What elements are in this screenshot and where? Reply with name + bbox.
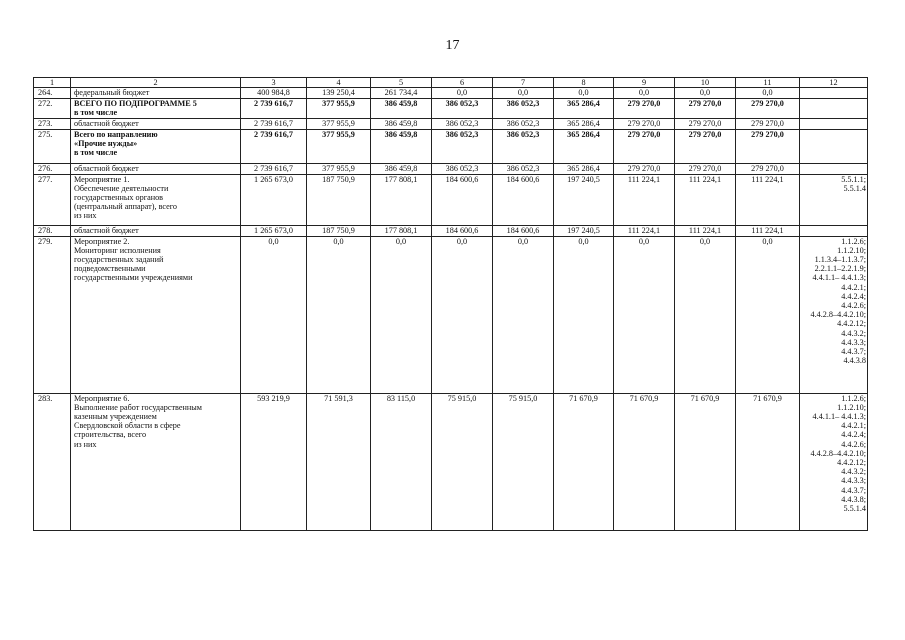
value-cell: 187 750,9: [307, 174, 371, 225]
value-cell: 0,0: [554, 88, 614, 99]
value-cell: 75 915,0: [432, 393, 493, 530]
value-cell: 386 052,3: [432, 163, 493, 174]
row-name-line: из них: [74, 439, 97, 449]
value-cell: 1 265 673,0: [241, 225, 307, 236]
row-name-line: Мероприятие 2.: [74, 236, 130, 246]
value-cell: 71 670,9: [675, 393, 736, 530]
value-cell: 187 750,9: [307, 225, 371, 236]
table-row: [34, 174, 868, 225]
row-name-line: областной бюджет: [74, 118, 139, 128]
row-name-cell: [71, 99, 241, 118]
target-codes-cell: [800, 88, 868, 99]
value-cell: 386 052,3: [493, 118, 554, 129]
target-code: 4.4.3.2;: [841, 328, 866, 338]
value-cell: 184 600,6: [493, 174, 554, 225]
header-cell: 11: [736, 78, 800, 88]
table-body: [34, 78, 868, 531]
value-cell: 386 459,8: [371, 118, 432, 129]
value-cell: 197 240,5: [554, 225, 614, 236]
value-cell: 279 270,0: [736, 99, 800, 118]
target-codes-cell: [800, 393, 868, 530]
value-cell: 0,0: [614, 236, 675, 393]
row-name-cell: [71, 393, 241, 530]
target-code: 4.4.3.3;: [841, 476, 866, 486]
header-cell: 9: [614, 78, 675, 88]
value-cell: 279 270,0: [614, 163, 675, 174]
row-name-line: Мероприятие 6.: [74, 393, 130, 403]
target-code: 1.1.2.10;: [837, 402, 866, 412]
value-cell: 386 052,3: [493, 99, 554, 118]
value-cell: 377 955,9: [307, 99, 371, 118]
value-cell: 377 955,9: [307, 118, 371, 129]
row-name-cell: [71, 236, 241, 393]
target-code: 4.4.3.2;: [841, 467, 866, 477]
value-cell: 386 052,3: [493, 129, 554, 163]
value-cell: 386 052,3: [432, 99, 493, 118]
row-index-cell: 276.: [34, 163, 71, 174]
target-code: 4.4.2.4;: [841, 291, 866, 301]
value-cell: 386 052,3: [493, 163, 554, 174]
value-cell: 184 600,6: [432, 174, 493, 225]
header-cell: 10: [675, 78, 736, 88]
target-code: 4.4.2.6;: [841, 439, 866, 449]
target-code: 5.5.1.4: [843, 504, 866, 514]
target-codes-cell: [800, 99, 868, 118]
target-code: 4.4.2.12;: [837, 319, 866, 329]
header-cell: 6: [432, 78, 493, 88]
row-name-line: Свердловской области в сфере: [74, 421, 181, 431]
target-code: 4.4.2.8–4.4.2.10;: [810, 310, 866, 320]
value-cell: 2 739 616,7: [241, 129, 307, 163]
target-code: 4.4.2.6;: [841, 301, 866, 311]
page-number: 17: [445, 38, 460, 53]
header-cell: 4: [307, 78, 371, 88]
header-cell: 8: [554, 78, 614, 88]
value-cell: 279 270,0: [675, 99, 736, 118]
row-name-cell: [71, 163, 241, 174]
row-name-line: в том числе: [74, 148, 118, 158]
table-row: [34, 393, 868, 530]
value-cell: 386 459,8: [371, 99, 432, 118]
value-cell: 1 265 673,0: [241, 174, 307, 225]
row-name-line: областной бюджет: [74, 225, 139, 235]
value-cell: 0,0: [493, 88, 554, 99]
target-code: 4.4.2.4;: [841, 430, 866, 440]
table-row: [34, 225, 868, 236]
target-code: 4.4.2.1;: [841, 282, 866, 292]
target-codes-cell: [800, 225, 868, 236]
value-cell: 279 270,0: [675, 129, 736, 163]
target-codes-cell: [800, 129, 868, 163]
row-index-cell: 273.: [34, 118, 71, 129]
target-code: 1.1.2.6;: [841, 236, 866, 246]
value-cell: 111 224,1: [736, 225, 800, 236]
value-cell: 0,0: [736, 88, 800, 99]
target-code: 4.4.2.1;: [841, 421, 866, 431]
row-name-line: строительства, всего: [74, 430, 147, 440]
table-row: [34, 163, 868, 174]
value-cell: 2 739 616,7: [241, 163, 307, 174]
target-codes-cell: [800, 163, 868, 174]
row-name-line: государственных заданий: [74, 255, 164, 265]
row-name-cell: [71, 129, 241, 163]
value-cell: 365 286,4: [554, 129, 614, 163]
row-name-line: Всего по направлению: [74, 129, 158, 139]
value-cell: 0,0: [307, 236, 371, 393]
value-cell: 75 915,0: [493, 393, 554, 530]
row-index-cell: 283.: [34, 393, 71, 530]
table-header-row: [34, 78, 868, 88]
value-cell: 279 270,0: [736, 163, 800, 174]
value-cell: 111 224,1: [675, 174, 736, 225]
value-cell: 377 955,9: [307, 163, 371, 174]
target-code: 2.2.1.1–2.2.1.9;: [814, 264, 866, 274]
value-cell: 177 808,1: [371, 174, 432, 225]
row-index-cell: 278.: [34, 225, 71, 236]
row-name-line: (центральный аппарат), всего: [74, 202, 178, 212]
row-name-line: в том числе: [74, 108, 118, 118]
value-cell: 386 052,3: [432, 118, 493, 129]
value-cell: 279 270,0: [675, 163, 736, 174]
header-cell: 1: [34, 78, 71, 88]
row-name-line: федеральный бюджет: [74, 88, 150, 98]
header-cell: 12: [800, 78, 868, 88]
value-cell: 0,0: [241, 236, 307, 393]
target-code: 4.4.3.3;: [841, 337, 866, 347]
table-row: [34, 129, 868, 163]
target-code: 1.1.3.4–1.1.3.7;: [814, 255, 866, 265]
row-name-line: областной бюджет: [74, 163, 139, 173]
target-code: 4.4.2.8–4.4.2.10;: [810, 448, 866, 458]
target-code: 4.4.3.7;: [841, 485, 866, 495]
row-name-line: Мероприятие 1.: [74, 174, 130, 184]
value-cell: 0,0: [736, 236, 800, 393]
target-code: 4.4.3.8;: [841, 494, 866, 504]
row-index-cell: 277.: [34, 174, 71, 225]
target-code: 5.5.1.4: [843, 183, 866, 193]
row-name-line: Обеспечение деятельности: [74, 183, 169, 193]
value-cell: 279 270,0: [614, 99, 675, 118]
target-code: 1.1.2.6;: [841, 393, 866, 403]
budget-table: [33, 77, 868, 531]
target-code: 4.4.3.7;: [841, 347, 866, 357]
value-cell: 377 955,9: [307, 129, 371, 163]
table-row: [34, 236, 868, 393]
target-code: 1.1.2.10;: [837, 245, 866, 255]
value-cell: 0,0: [675, 236, 736, 393]
value-cell: 197 240,5: [554, 174, 614, 225]
value-cell: 0,0: [493, 236, 554, 393]
target-code: 4.4.3.8: [843, 356, 866, 366]
value-cell: 111 224,1: [736, 174, 800, 225]
value-cell: 593 219,9: [241, 393, 307, 530]
target-codes-cell: [800, 236, 868, 393]
value-cell: 0,0: [432, 88, 493, 99]
target-code: 4.4.1.1– 4.4.1.3;: [812, 273, 866, 283]
value-cell: 111 224,1: [614, 225, 675, 236]
value-cell: 279 270,0: [614, 129, 675, 163]
row-name-cell: [71, 88, 241, 99]
value-cell: 279 270,0: [675, 118, 736, 129]
row-name-line: государственными учреждениями: [74, 273, 193, 283]
row-index-cell: 275.: [34, 129, 71, 163]
value-cell: 177 808,1: [371, 225, 432, 236]
header-cell: 5: [371, 78, 432, 88]
value-cell: 279 270,0: [614, 118, 675, 129]
value-cell: 261 734,4: [371, 88, 432, 99]
value-cell: 386 459,8: [371, 129, 432, 163]
value-cell: 0,0: [614, 88, 675, 99]
value-cell: 0,0: [554, 236, 614, 393]
row-name-line: из них: [74, 211, 97, 221]
value-cell: 279 270,0: [736, 129, 800, 163]
row-name-cell: [71, 118, 241, 129]
value-cell: 2 739 616,7: [241, 118, 307, 129]
value-cell: 0,0: [371, 236, 432, 393]
target-code: 5.5.1.1;: [841, 174, 866, 184]
table-row: [34, 88, 868, 99]
value-cell: 71 670,9: [614, 393, 675, 530]
row-name-line: «Прочие нужды»: [74, 138, 138, 148]
value-cell: 71 670,9: [554, 393, 614, 530]
table-row: [34, 118, 868, 129]
value-cell: 71 591,3: [307, 393, 371, 530]
row-index-cell: 272.: [34, 99, 71, 118]
row-name-line: государственных органов: [74, 193, 164, 203]
row-name-cell: [71, 225, 241, 236]
value-cell: 184 600,6: [493, 225, 554, 236]
row-name-cell: [71, 174, 241, 225]
value-cell: 0,0: [432, 236, 493, 393]
value-cell: 111 224,1: [675, 225, 736, 236]
header-cell: 2: [71, 78, 241, 88]
value-cell: 139 250,4: [307, 88, 371, 99]
value-cell: 111 224,1: [614, 174, 675, 225]
value-cell: 386 459,8: [371, 163, 432, 174]
table-row: [34, 99, 868, 118]
value-cell: 0,0: [675, 88, 736, 99]
row-name-line: подведомственными: [74, 264, 146, 274]
value-cell: 386 052,3: [432, 129, 493, 163]
row-name-line: Выполнение работ государственным: [74, 402, 202, 412]
header-cell: 7: [493, 78, 554, 88]
value-cell: 2 739 616,7: [241, 99, 307, 118]
value-cell: 400 984,8: [241, 88, 307, 99]
header-cell: 3: [241, 78, 307, 88]
value-cell: 71 670,9: [736, 393, 800, 530]
target-codes-cell: [800, 174, 868, 225]
row-name-line: казенным учреждением: [74, 412, 157, 422]
value-cell: 184 600,6: [432, 225, 493, 236]
row-index-cell: 279.: [34, 236, 71, 393]
row-name-line: ВСЕГО ПО ПОДПРОГРАММЕ 5: [74, 99, 197, 109]
value-cell: 279 270,0: [736, 118, 800, 129]
row-index-cell: 264.: [34, 88, 71, 99]
target-code: 4.4.2.12;: [837, 458, 866, 468]
value-cell: 365 286,4: [554, 99, 614, 118]
value-cell: 365 286,4: [554, 118, 614, 129]
target-code: 4.4.1.1– 4.4.1.3;: [812, 412, 866, 422]
target-codes-cell: [800, 118, 868, 129]
value-cell: 83 115,0: [371, 393, 432, 530]
row-name-line: Мониторинг исполнения: [74, 245, 161, 255]
value-cell: 365 286,4: [554, 163, 614, 174]
